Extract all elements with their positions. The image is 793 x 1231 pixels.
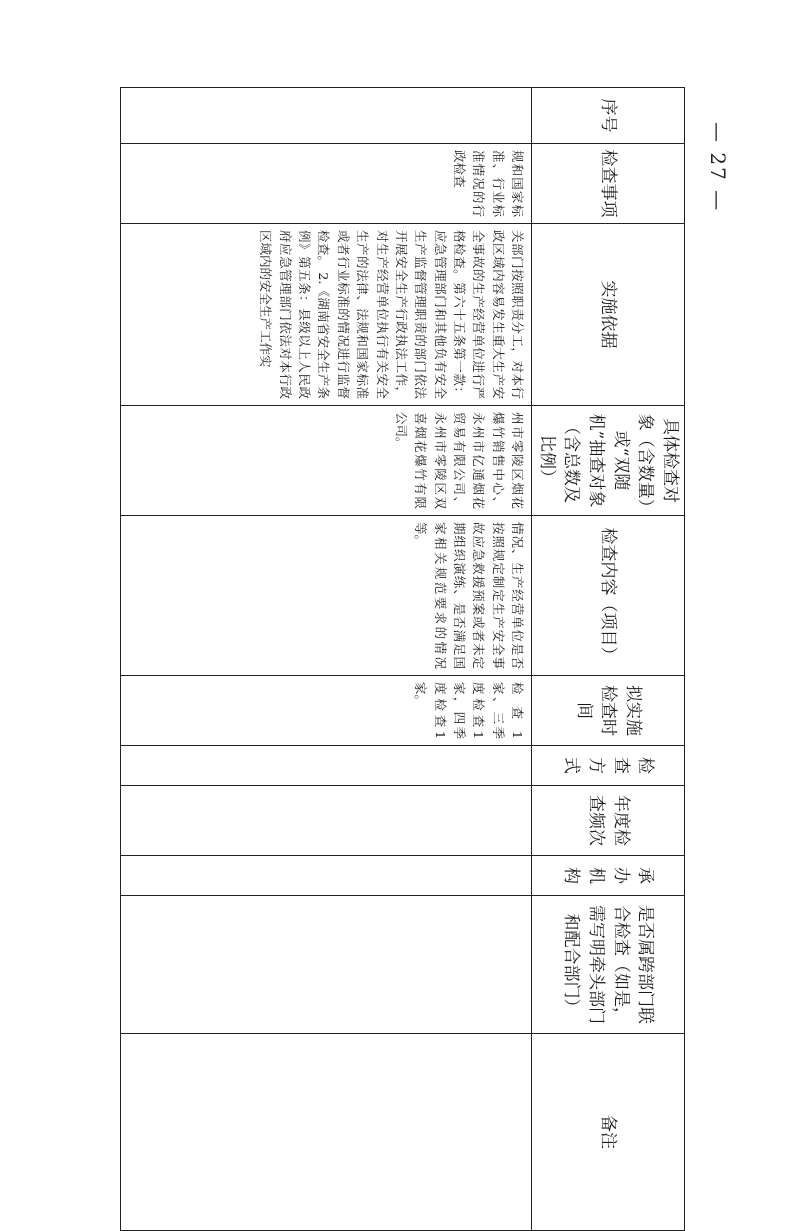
cell-frequency (121, 786, 532, 856)
header-basis: 实施依据 (532, 224, 685, 406)
cell-agency (121, 856, 532, 896)
table-row (121, 88, 532, 1231)
header-seq: 序号 (532, 88, 685, 144)
header-item: 检查事项 (532, 144, 685, 224)
cell-basis: 关部门按照职责分工，对本行政区域内容易发生重大生产安全事故的生产经营单位进行严格检查。第六十五条第一款：应急管理部门和其他负有安全生产监督管理职责的部门依法开展安全生产行政执法工作，对生产经营单位执行有关安全生产的法律、法规和国家标准或者行业标准的情况进行监督检查。 2.《湖南省安全生产条例》第五条：县级以上人民政府应急管理部门依法对本行政区域内的安全生产工作实 (121, 224, 532, 406)
header-target: 具体检查对象（含数量）或“双随机”抽查对象（含总数及比例） (532, 406, 685, 516)
cell-method (121, 746, 532, 786)
cell-seq (121, 88, 532, 144)
table-frame (120, 87, 685, 1149)
cell-remark (121, 1034, 532, 1231)
table-header-row (532, 88, 685, 1231)
cell-time: 检查1家、三季度检查1家，四季度检查1家。 (121, 676, 532, 746)
cell-item: 规和国家标准、行业标准情况的行政检查 (121, 144, 532, 224)
header-joint: 是否属跨部门联合检查（如是，需写明牵头部门和配合部门） (532, 896, 685, 1034)
page-number: — 27 — (706, 122, 730, 213)
inspection-table (120, 87, 685, 1231)
header-content: 检查内容（项目） (532, 516, 685, 676)
header-frequency: 年度检查频次 (532, 786, 685, 856)
cell-target: 州市零陵区烟花爆竹销售中心、永州市亿通烟花贸易有限公司、永州市零陵区双喜烟花爆竹有限公司。 (121, 406, 532, 516)
header-agency: 承办机构 (532, 856, 685, 896)
header-method: 检查方式 (532, 746, 685, 786)
header-remark: 备注 (532, 1034, 685, 1231)
cell-content: 情况、生产经营单位是否按照规定制定生产安全事故应急救援预案或者未定期组织演练、是否满足国家相关规范要求的情况等。 (121, 516, 532, 676)
cell-joint (121, 896, 532, 1034)
header-time: 拟实施检查时间 (532, 676, 685, 746)
